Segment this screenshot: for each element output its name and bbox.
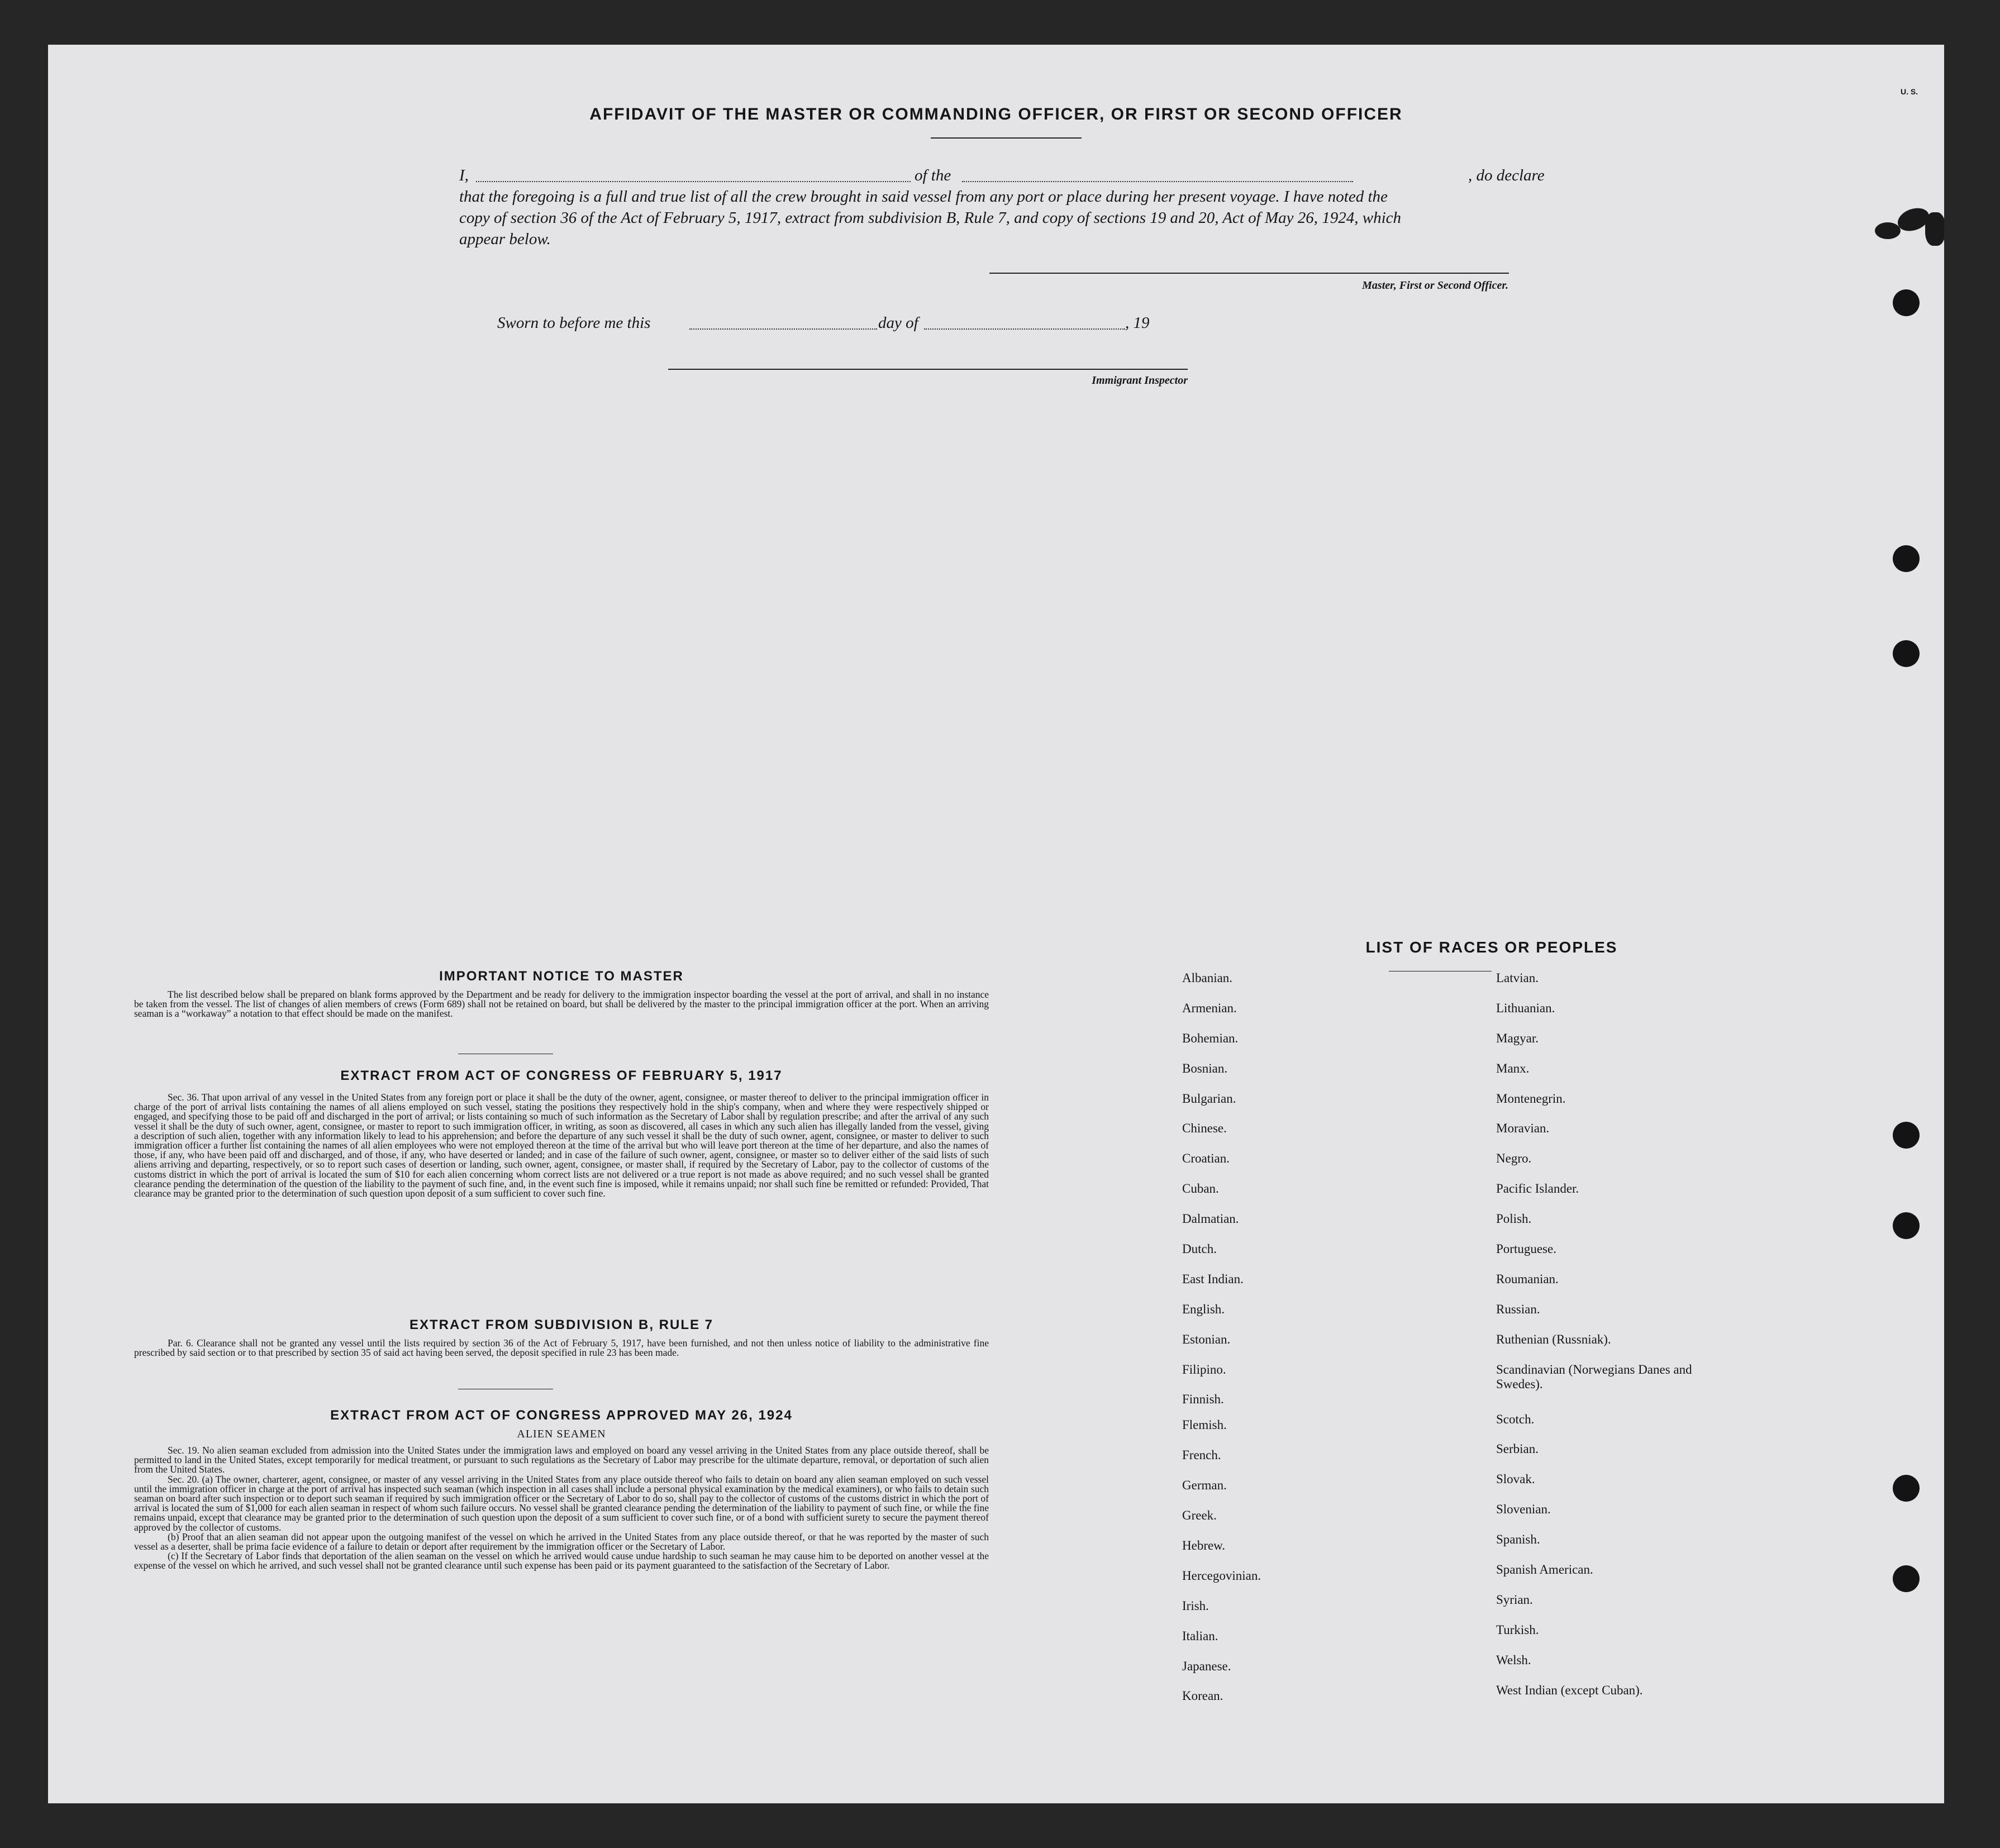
ink-stain-icon <box>1925 212 1944 246</box>
race-item: Flemish. <box>1182 1418 1227 1432</box>
affidavit-line-2: that the foregoing is a full and true list of all the crew brought in said vessel from any port or place during her present voyage. I have noted the <box>459 188 1388 206</box>
race-item: Turkish. <box>1496 1622 1539 1637</box>
ink-stain-icon <box>1875 222 1901 239</box>
sworn-day-blank <box>689 328 877 330</box>
extract-1924-subtitle: ALIEN SEAMEN <box>517 1428 606 1440</box>
affidavit-title-rule <box>931 137 1082 139</box>
race-item: Lithuanian. <box>1496 1001 1555 1015</box>
race-item: Portuguese. <box>1496 1242 1556 1256</box>
race-item: Cuban. <box>1182 1182 1219 1196</box>
race-item: Bohemian. <box>1182 1031 1239 1045</box>
race-item: Moravian. <box>1496 1121 1550 1136</box>
extract-1917-title: EXTRACT FROM ACT OF CONGRESS OF FEBRUARY 5, 1917 <box>340 1068 783 1083</box>
inspector-signature-label: Immigrant Inspector <box>1092 374 1188 387</box>
document-page <box>48 45 1944 1803</box>
race-item: German. <box>1182 1478 1227 1493</box>
race-item: Polish. <box>1496 1212 1532 1226</box>
master-signature-line <box>989 273 1509 274</box>
extract-rule7-text: Par. 6. Clearance shall not be granted any vessel until the lists required by section 36 of the Act of February 5, 1917, have been furnished, and not then unless notice of liability to the administrative fine prescribed by said section or to that prescribed by section 35 of said act having been served, the deposit specified in rule 23 has been made. <box>134 1337 989 1359</box>
race-item: Croatian. <box>1182 1151 1230 1166</box>
race-item: Pacific Islander. <box>1496 1182 1579 1196</box>
binding-hole-icon <box>1893 1475 1920 1502</box>
binding-hole-icon <box>1893 1565 1920 1592</box>
binding-hole-icon <box>1893 1212 1920 1239</box>
race-item: Dutch. <box>1182 1242 1217 1256</box>
sworn-month-blank <box>924 328 1125 330</box>
race-item: Syrian. <box>1496 1592 1533 1607</box>
races-title: LIST OF RACES OR PEOPLES <box>1365 939 1618 956</box>
affidavit-line-4: appear below. <box>459 230 551 248</box>
race-item: Hercegovinian. <box>1182 1568 1261 1583</box>
race-item: Bulgarian. <box>1182 1091 1236 1106</box>
race-item: Armenian. <box>1182 1001 1237 1015</box>
affidavit-i-label: I, <box>459 166 469 184</box>
race-item: Magyar. <box>1496 1031 1539 1045</box>
race-item: Estonian. <box>1182 1332 1231 1346</box>
race-item: Serbian. <box>1496 1442 1539 1456</box>
extract-1917-text: Sec. 36. That upon arrival of any vessel in the United States from any foreign port or place it shall be the duty of the owner, agent, consignee, or master thereof to deliver to the principal immigration officer in charge of the port of arrival lists containing the names of all aliens employed on such vessel, stating the positions they respectively hold in the ship's company, when and where they were respectively shipped or engaged, and specifying those to be paid off and discharged in the port of arrival; or lists containing so much of such information as the Secretary of Labor shall by regulation prescribe; and after the arrival of any such vessel it shall be the duty of such owner, agent, consignee, or master to report to such immigration officer, in writing, as soon as discovered, all cases in which any such alien has illegally landed from the vessel, giving a description of such alien, together with any information likely to lead to his apprehension; and before the departure of any such vessel it shall be the duty of such owner, agent, consignee, or master to deliver to such immigration officer a further list containing the names of all alien employees who were not employed thereon at the time of the arrival but who will leave port thereon at the time of her departure, and also the names of those, if any, who have been paid off and discharged, and of those, if any, who have deserted or landed; and in case of the failure of such owner, agent, consignee, or master so to deliver either of the said lists of such aliens arriving and departing, respectively, or so to report such cases of desertion or landing, such owner, agent, consignee, or master shall, if required by the Secretary of Labor, pay to the collector of customs of the customs district in which the port of arrival is located the sum of $10 for each alien concerning whom correct lists are not delivered or a true report is not made as above required; and no such vessel shall be granted clearance pending the determination of the question of the liability to the payment of such fine, and, in the event such fine is imposed, while it remains unpaid; nor shall such fine be remitted or refunded: Provided, That clearance may be granted prior to the determination of such question upon deposit of a sum sufficient to cover such fine. <box>134 1092 989 1199</box>
race-item: Albanian. <box>1182 971 1233 985</box>
race-item: English. <box>1182 1302 1225 1316</box>
affidavit-declare-label: , do declare <box>1468 166 1545 184</box>
race-item: Manx. <box>1496 1061 1530 1075</box>
day-of-label: day of <box>878 314 918 332</box>
race-item: Negro. <box>1496 1151 1532 1166</box>
race-item: Japanese. <box>1182 1659 1231 1673</box>
sec-20a-text: Sec. 20. (a) The owner, charterer, agent, consignee, or master of any vessel arriving in the United States from any place outside thereof who fails to detain on board any alien seaman employed on such vessel until the immigration officer in charge at the port of arrival has inspected such seaman (which inspection in all cases shall include a personal physical examination by the medical examiners), or who fails to detain such seaman on board after such inspection or to deport such seaman if required by such immigration officer or the Secretary of Labor to do so, shall pay to the collector of customs of the customs district in which the port of arrival is located the sum of $1,000 for each alien seaman in respect of whom such failure occurs. No vessel shall be granted clearance pending the determination of the liability to payment of such fine, or while the fine remains unpaid, except that clearance may be granted prior to the determination of such question upon the deposit of a sum sufficient to cover such fine, or of a bond with sufficient surety to secure the payment thereof approved by the collector of customs. <box>134 1473 989 1533</box>
affidavit-line-3: copy of section 36 of the Act of February 5, 1917, extract from subdivision B, Rule 7, and copy of sections 19 and 20, Act of May 26, 1924, which <box>459 209 1402 227</box>
race-item: Hebrew. <box>1182 1539 1226 1553</box>
race-item: French. <box>1182 1448 1221 1463</box>
race-item: Finnish. <box>1182 1392 1224 1407</box>
sec-19-text: Sec. 19. No alien seaman excluded from admission into the United States under the immigration laws and employed on board any vessel arriving in the United States from any place outside thereof, shall be permitted to land in the United States, except temporarily for medical treatment, or pursuant to such regulations as the Secretary of Labor may prescribe for the ultimate departure, removal, or deportation of such alien from the United States. <box>134 1445 989 1475</box>
race-item: Dalmatian. <box>1182 1212 1239 1226</box>
race-item: Spanish. <box>1496 1532 1540 1547</box>
sworn-label: Sworn to before me this <box>497 314 651 332</box>
sec-20c-text: (c) If the Secretary of Labor finds that deportation of the alien seaman on the vessel on which he arrived would cause undue hardship to such seaman he may cause him to be deported on another vessel at the expense of the vessel on which he arrived, and such vessel shall not be granted clearance until such expense has been paid or its payment guaranteed to the satisfaction of the Secretary of Labor. <box>134 1550 989 1571</box>
race-item: Montenegrin. <box>1496 1091 1566 1106</box>
race-item: Greek. <box>1182 1508 1217 1523</box>
extract-1924-title: EXTRACT FROM ACT OF CONGRESS APPROVED MAY 26, 1924 <box>330 1408 793 1423</box>
race-item: Korean. <box>1182 1689 1223 1703</box>
races-right-column <box>1496 971 1731 1713</box>
race-item: Slovak. <box>1496 1472 1535 1487</box>
binding-hole-icon <box>1893 1122 1920 1149</box>
race-item: Chinese. <box>1182 1121 1227 1136</box>
race-item: Roumanian. <box>1496 1271 1559 1286</box>
race-item: West Indian (except Cuban). <box>1496 1683 1643 1697</box>
corner-stamp: U. S. <box>1901 87 1918 96</box>
affidavit-of-the-label: of the <box>915 166 951 184</box>
vessel-blank <box>962 181 1353 182</box>
year-label: , 19 <box>1125 314 1150 332</box>
race-item: Scandinavian (Norwegians Danes and Swedes). <box>1496 1362 1692 1391</box>
master-signature-label: Master, First or Second Officer. <box>1362 279 1508 292</box>
extract-rule7-title: EXTRACT FROM SUBDIVISION B, RULE 7 <box>409 1317 714 1332</box>
race-item: Ruthenian (Russniak). <box>1496 1332 1611 1346</box>
race-item: Scotch. <box>1496 1412 1535 1426</box>
race-item: Irish. <box>1182 1598 1209 1613</box>
name-blank <box>476 181 911 182</box>
race-item: East Indian. <box>1182 1271 1244 1286</box>
race-item: Welsh. <box>1496 1652 1531 1667</box>
binding-hole-icon <box>1893 289 1920 316</box>
races-left-column <box>1182 971 1261 1719</box>
binding-hole-icon <box>1893 545 1920 572</box>
race-item: Russian. <box>1496 1302 1540 1316</box>
inspector-signature-line <box>668 369 1188 370</box>
notice-title: IMPORTANT NOTICE TO MASTER <box>439 969 684 984</box>
race-item: Filipino. <box>1182 1362 1226 1377</box>
race-item: Latvian. <box>1496 971 1539 985</box>
race-item: Italian. <box>1182 1628 1218 1643</box>
race-item: Slovenian. <box>1496 1502 1551 1517</box>
sec-20b-text: (b) Proof that an alien seaman did not appear upon the outgoing manifest of the vessel on which he arrived in the United States from any place outside thereof, or that he was reported by the master of such vessel as a deserter, shall be prima facie evidence of a failure to detain or deport after requirement by the immigration officer or the Secretary of Labor. <box>134 1531 989 1552</box>
extract-1924-body <box>134 1446 989 1571</box>
notice-text: The list described below shall be prepared on blank forms approved by the Department and be ready for delivery to the immigration inspector boarding the vessel at the port of arrival, and shall in no instance be taken from the vessel. The list of changes of alien members of crews (Form 689) shall not be retained on board, but shall be delivered by the master to the principal immigration officer at the port. When an arriving seaman is a “workaway” a notation to that effect should be made on the manifest. <box>134 989 989 1020</box>
affidavit-title: AFFIDAVIT OF THE MASTER OR COMMANDING OFFICER, OR FIRST OR SECOND OFFICER <box>589 105 1403 123</box>
race-item: Bosnian. <box>1182 1061 1228 1075</box>
affidavit-line-1 <box>459 166 1560 185</box>
race-item: Spanish American. <box>1496 1563 1593 1577</box>
binding-hole-icon <box>1893 640 1920 667</box>
